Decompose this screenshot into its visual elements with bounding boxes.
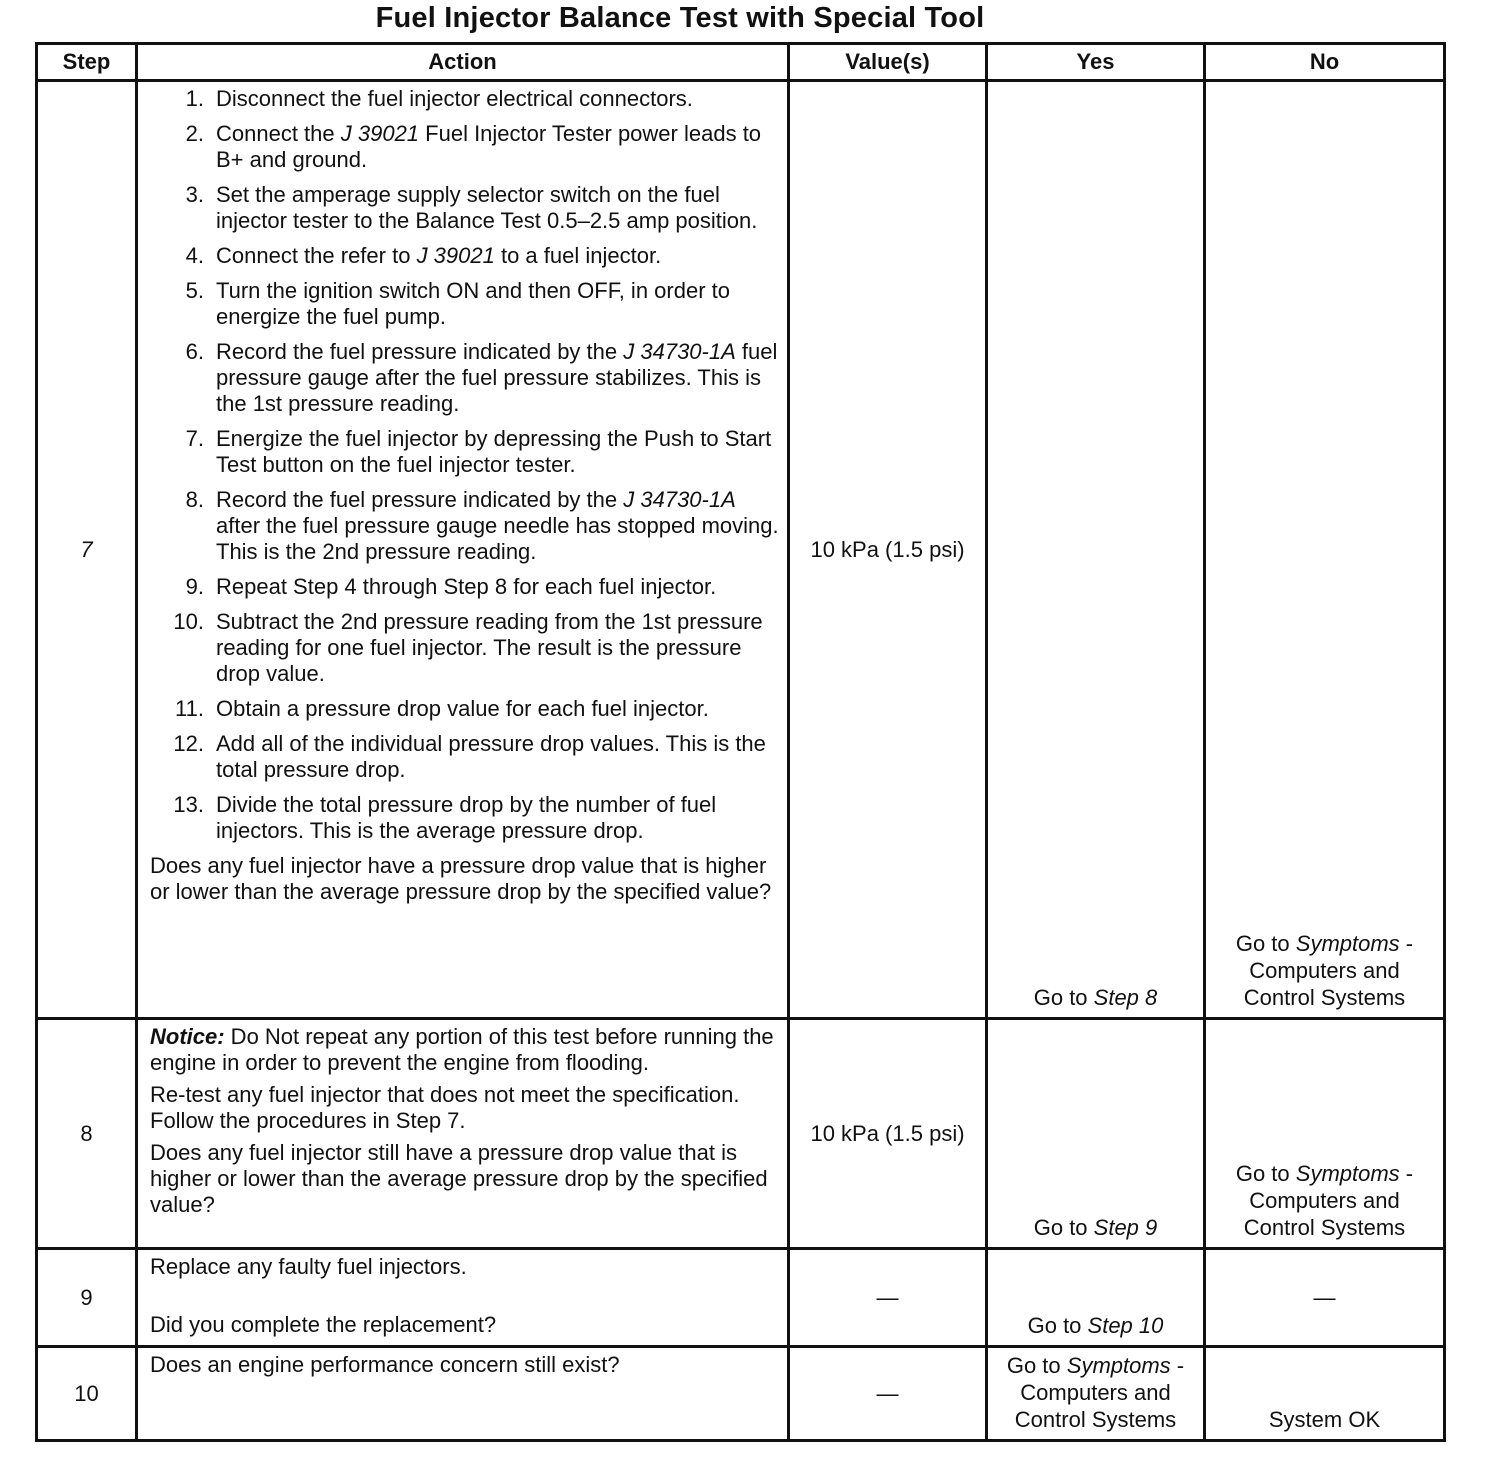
question-text: Does an engine performance concern still exist? [150, 1352, 620, 1377]
action-item-text: Subtract the 2nd pressure reading from the 1st pressure reading for one fuel injector. The result is the pressure drop value. [216, 609, 763, 686]
action-item-text: Connect the J 39021 Fuel Injector Tester power leads to B+ and ground. [216, 121, 762, 172]
action-item-number: 1. [185, 86, 204, 111]
step-number: 10 [37, 1347, 137, 1441]
action-item [150, 609, 779, 687]
yes-suffix: - [1170, 1353, 1185, 1378]
action-item-text: Turn the ignition switch ON and then OFF, in order to energize the fuel pump. [216, 278, 730, 329]
notice-text: Notice: Do Not repeat any portion of this test before running the engine in order to prevent the engine from flooding. [150, 1024, 774, 1075]
step-number: 7 [37, 81, 137, 1019]
action-item [150, 426, 779, 478]
no-line-3: Control Systems [1243, 985, 1406, 1010]
action-item-text: Disconnect the fuel injector electrical connectors. [216, 86, 693, 111]
action-item-text: Energize the fuel injector by depressing the Push to Start Test button on the fuel injector tester. [216, 426, 772, 477]
yes-prefix: Go to [1027, 1313, 1088, 1338]
question-text: Does any fuel injector still have a pressure drop value that is higher or lower than the average pressure drop by the specified value? [150, 1140, 768, 1217]
action-item-number: 13. [173, 792, 204, 817]
no-line-2: Computers and [1249, 1188, 1400, 1213]
action-item-text: Record the fuel pressure indicated by the J 34730-1A fuel pressure gauge after the fuel pressure stabilizes. This is the 1st pressure reading. [216, 339, 778, 416]
value-cell: — [789, 1249, 987, 1347]
action-item [150, 339, 779, 417]
value-cell: — [789, 1347, 987, 1441]
no-suffix: - [1399, 1161, 1414, 1186]
yes-cell [987, 1347, 1205, 1441]
action-item [150, 792, 779, 844]
tool-reference: J 39021 [416, 243, 495, 268]
table-row-step-8 [37, 1019, 1445, 1249]
header-action: Action [137, 44, 789, 81]
step-number: 8 [37, 1019, 137, 1249]
no-link-symptoms[interactable]: Symptoms [1295, 1161, 1400, 1186]
action-cell [137, 1249, 789, 1347]
yes-prefix: Go to [1006, 1353, 1067, 1378]
no-cell [1205, 81, 1445, 1019]
action-cell [137, 1019, 789, 1249]
table-row-step-10 [37, 1347, 1445, 1441]
table-row-step-7 [37, 81, 1445, 1019]
action-item-text: Repeat Step 4 through Step 8 for each fuel injector. [216, 574, 717, 599]
action-cell [137, 81, 789, 1019]
yes-prefix: Go to [1033, 985, 1094, 1010]
action-item-number: 5. [185, 278, 204, 303]
action-item-number: 4. [185, 243, 204, 268]
action-item-number: 8. [185, 487, 204, 512]
action-item [150, 243, 779, 269]
action-item-number: 9. [185, 574, 204, 599]
action-item-text: Connect the refer to J 39021 to a fuel injector. [216, 243, 662, 268]
action-item [150, 86, 779, 112]
no-link-symptoms[interactable]: Symptoms [1295, 931, 1400, 956]
yes-link-step-10[interactable]: Step 10 [1087, 1313, 1164, 1338]
action-item [150, 487, 779, 565]
no-cell: — [1205, 1249, 1445, 1347]
yes-link-symptoms[interactable]: Symptoms [1066, 1353, 1171, 1378]
action-item-number: 12. [173, 731, 204, 756]
action-cell [137, 1347, 789, 1441]
yes-line-3: Control Systems [1014, 1407, 1177, 1432]
no-suffix: - [1399, 931, 1414, 956]
tool-reference: J 39021 [340, 121, 420, 146]
action-item-text: Add all of the individual pressure drop values. This is the total pressure drop. [216, 731, 766, 782]
yes-cell [987, 1249, 1205, 1347]
action-list [150, 86, 779, 844]
yes-link-step-8[interactable]: Step 8 [1093, 985, 1158, 1010]
question-text: Does any fuel injector have a pressure drop value that is higher or lower than the average pressure drop by the specified value? [150, 853, 772, 904]
header-row [37, 44, 1445, 81]
action-item [150, 574, 779, 600]
notice-label: Notice: [150, 1024, 225, 1049]
action-item-number: 2. [185, 121, 204, 146]
yes-prefix: Go to [1033, 1215, 1094, 1240]
header-step: Step [37, 44, 137, 81]
yes-cell [987, 1019, 1205, 1249]
no-line-3: Control Systems [1243, 1215, 1406, 1240]
no-prefix: Go to [1235, 1161, 1296, 1186]
action-item-text: Set the amperage supply selector switch on the fuel injector tester to the Balance Test 0.5–2.5 amp position. [216, 182, 758, 233]
tool-reference: J 34730-1A [623, 487, 736, 512]
no-cell: System OK [1205, 1347, 1445, 1441]
header-yes: Yes [987, 44, 1205, 81]
action-item-text: Obtain a pressure drop value for each fuel injector. [216, 696, 709, 721]
action-item [150, 121, 779, 173]
header-values: Value(s) [789, 44, 987, 81]
action-item-number: 6. [185, 339, 204, 364]
step-number: 9 [37, 1249, 137, 1347]
yes-cell [987, 81, 1205, 1019]
action-item [150, 182, 779, 234]
action-item-number: 7. [185, 426, 204, 451]
table-row-step-9 [37, 1249, 1445, 1347]
action-item-number: 3. [185, 182, 204, 207]
action-text: Replace any faulty fuel injectors. [150, 1254, 467, 1279]
action-item [150, 731, 779, 783]
yes-line-2: Computers and [1020, 1380, 1171, 1405]
retest-text: Re-test any fuel injector that does not meet the specification. Follow the procedures in Step 7. [150, 1082, 740, 1133]
document-title: Fuel Injector Balance Test with Special Tool [375, 2, 985, 34]
procedure-table [35, 42, 1446, 1442]
value-cell: 10 kPa (1.5 psi) [789, 1019, 987, 1249]
header-no: No [1205, 44, 1445, 81]
value-cell: 10 kPa (1.5 psi) [789, 81, 987, 1019]
action-item-text: Divide the total pressure drop by the number of fuel injectors. This is the average pressure drop. [216, 792, 717, 843]
action-item-number: 11. [175, 696, 204, 721]
no-cell [1205, 1019, 1445, 1249]
yes-link-step-9[interactable]: Step 9 [1093, 1215, 1158, 1240]
no-prefix: Go to [1235, 931, 1296, 956]
action-item-text: Record the fuel pressure indicated by the J 34730-1A after the fuel pressure gauge needle has stopped moving. This is the 2nd pressure reading. [216, 487, 779, 564]
tool-reference: J 34730-1A [623, 339, 736, 364]
no-line-2: Computers and [1249, 958, 1400, 983]
question-text: Did you complete the replacement? [150, 1312, 497, 1337]
action-item [150, 696, 779, 722]
action-item-number: 10. [173, 609, 204, 634]
action-item [150, 278, 779, 330]
